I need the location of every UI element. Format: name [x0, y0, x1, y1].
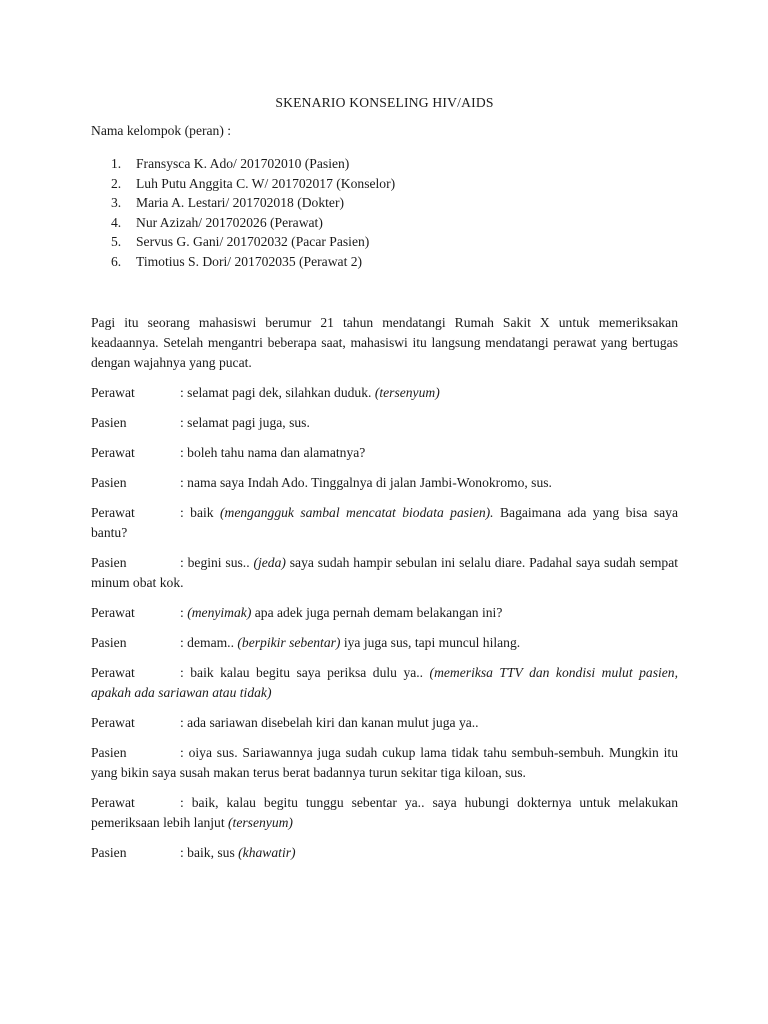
dialog-text-after: saya sudah hampir sebulan ini selalu diare. Padahal saya sudah sempat minum obat kok. — [91, 554, 679, 590]
intro-paragraph: Pagi itu seorang mahasiswi berumur 21 tahun mendatangi Rumah Sakit X untuk memeriksakan keadaannya. Setelah mengantri beberapa saat, mahasiswi itu langsung mendatangi perawat yang bertugas dengan wajahnya yang pucat. — [91, 314, 678, 370]
stage-direction: (tersenyum) — [228, 814, 293, 830]
dialog-section — [91, 383, 678, 863]
dialog-text: : baik — [180, 504, 220, 520]
group-label: Nama kelompok (peran) : — [91, 123, 232, 138]
document-page — [91, 93, 678, 873]
dialog-turn — [91, 553, 678, 593]
member-text: Fransysca K. Ado/ 201702010 (Pasien) — [136, 156, 350, 171]
dialog-text: : ada sariawan disebelah kiri dan kanan mulut juga ya.. — [180, 714, 479, 730]
dialog-text: : baik, kalau begitu tunggu sebentar ya.. saya hubungi dokternya untuk melakukan pemeriksaan lebih lanjut — [91, 794, 678, 830]
stage-direction: (tersenyum) — [374, 384, 440, 400]
dialog-text: : — [180, 604, 188, 620]
speaker-name: Pasien — [91, 634, 127, 650]
dialog-turn — [91, 743, 678, 783]
speaker-name: Perawat — [91, 444, 135, 460]
dialog-text-after: Bagaimana ada yang bisa saya bantu? — [91, 504, 679, 540]
dialog-text: : begini sus.. — [180, 554, 254, 570]
dialog-text: : demam.. — [180, 634, 238, 650]
speaker-name: Pasien — [91, 844, 127, 860]
speaker-name: Pasien — [91, 414, 127, 430]
speaker-name: Perawat — [91, 714, 135, 730]
speaker-name: Perawat — [91, 604, 135, 620]
dialog-turn — [91, 603, 678, 623]
member-text: Servus G. Gani/ 201702032 (Pacar Pasien) — [136, 234, 370, 250]
member-list — [91, 154, 678, 272]
dialog-turn — [91, 473, 678, 493]
dialog-text: : selamat pagi dek, silahkan duduk. — [180, 384, 375, 400]
speaker-name: Perawat — [91, 664, 135, 680]
member-text: Timotius S. Dori/ 201702035 (Perawat 2) — [136, 253, 363, 269]
stage-direction: (berpikir sebentar) — [237, 634, 341, 650]
list-number: 2. — [111, 175, 122, 191]
dialog-text: : selamat pagi juga, sus. — [180, 414, 310, 430]
list-number: 1. — [111, 156, 122, 171]
dialog-text-after: apa adek juga pernah demam belakangan ini? — [251, 604, 503, 620]
list-item — [91, 174, 678, 194]
dialog-turn — [91, 663, 678, 703]
dialog-turn — [91, 503, 678, 543]
speaker-name: Pasien — [91, 744, 127, 760]
member-text: Luh Putu Anggita C. W/ 201702017 (Konselor) — [136, 175, 396, 191]
list-item — [91, 193, 678, 213]
list-number: 4. — [111, 214, 122, 230]
stage-direction: (khawatir) — [238, 844, 296, 860]
speaker-name: Perawat — [91, 794, 135, 810]
dialog-turn — [91, 843, 678, 863]
dialog-turn — [91, 713, 678, 733]
dialog-text: : oiya sus. Sariawannya juga sudah cukup lama tidak tahu sembuh-sembuh. Mungkin itu yang bikin saya susah makan terus berat badannya turun sekitar tiga kiloan, sus. — [91, 744, 678, 780]
member-text: Maria A. Lestari/ 201702018 (Dokter) — [136, 195, 345, 211]
list-number: 6. — [111, 253, 122, 269]
speaker-name: Pasien — [91, 554, 127, 570]
list-item — [91, 252, 678, 272]
stage-direction: (mengangguk sambal mencatat biodata pasien). — [219, 504, 494, 520]
list-number: 5. — [111, 234, 122, 250]
speaker-name: Perawat — [91, 504, 135, 520]
dialog-turn — [91, 633, 678, 653]
dialog-turn — [91, 413, 678, 433]
stage-direction: (memeriksa TTV dan kondisi mulut pasien, apakah ada sariawan atau tidak) — [91, 664, 678, 700]
document-title: SKENARIO KONSELING HIV/AIDS — [275, 95, 494, 110]
list-number: 3. — [111, 195, 122, 211]
dialog-turn — [91, 383, 678, 403]
dialog-text: : baik, sus — [180, 844, 239, 860]
stage-direction: (jeda) — [253, 554, 286, 570]
list-item — [91, 213, 678, 233]
member-text: Nur Azizah/ 201702026 (Perawat) — [136, 214, 323, 230]
speaker-name: Pasien — [91, 474, 127, 490]
dialog-text: : baik kalau begitu saya periksa dulu ya.. — [180, 664, 430, 680]
list-item — [91, 232, 678, 252]
dialog-text: : boleh tahu nama dan alamatnya? — [180, 444, 366, 460]
dialog-text-after: iya juga sus, tapi muncul hilang. — [340, 634, 521, 650]
list-item — [91, 154, 678, 174]
dialog-turn — [91, 443, 678, 463]
dialog-turn — [91, 793, 678, 833]
speaker-name: Perawat — [91, 384, 135, 400]
stage-direction: (menyimak) — [187, 604, 252, 620]
dialog-text: : nama saya Indah Ado. Tinggalnya di jalan Jambi-Wonokromo, sus. — [180, 474, 552, 490]
